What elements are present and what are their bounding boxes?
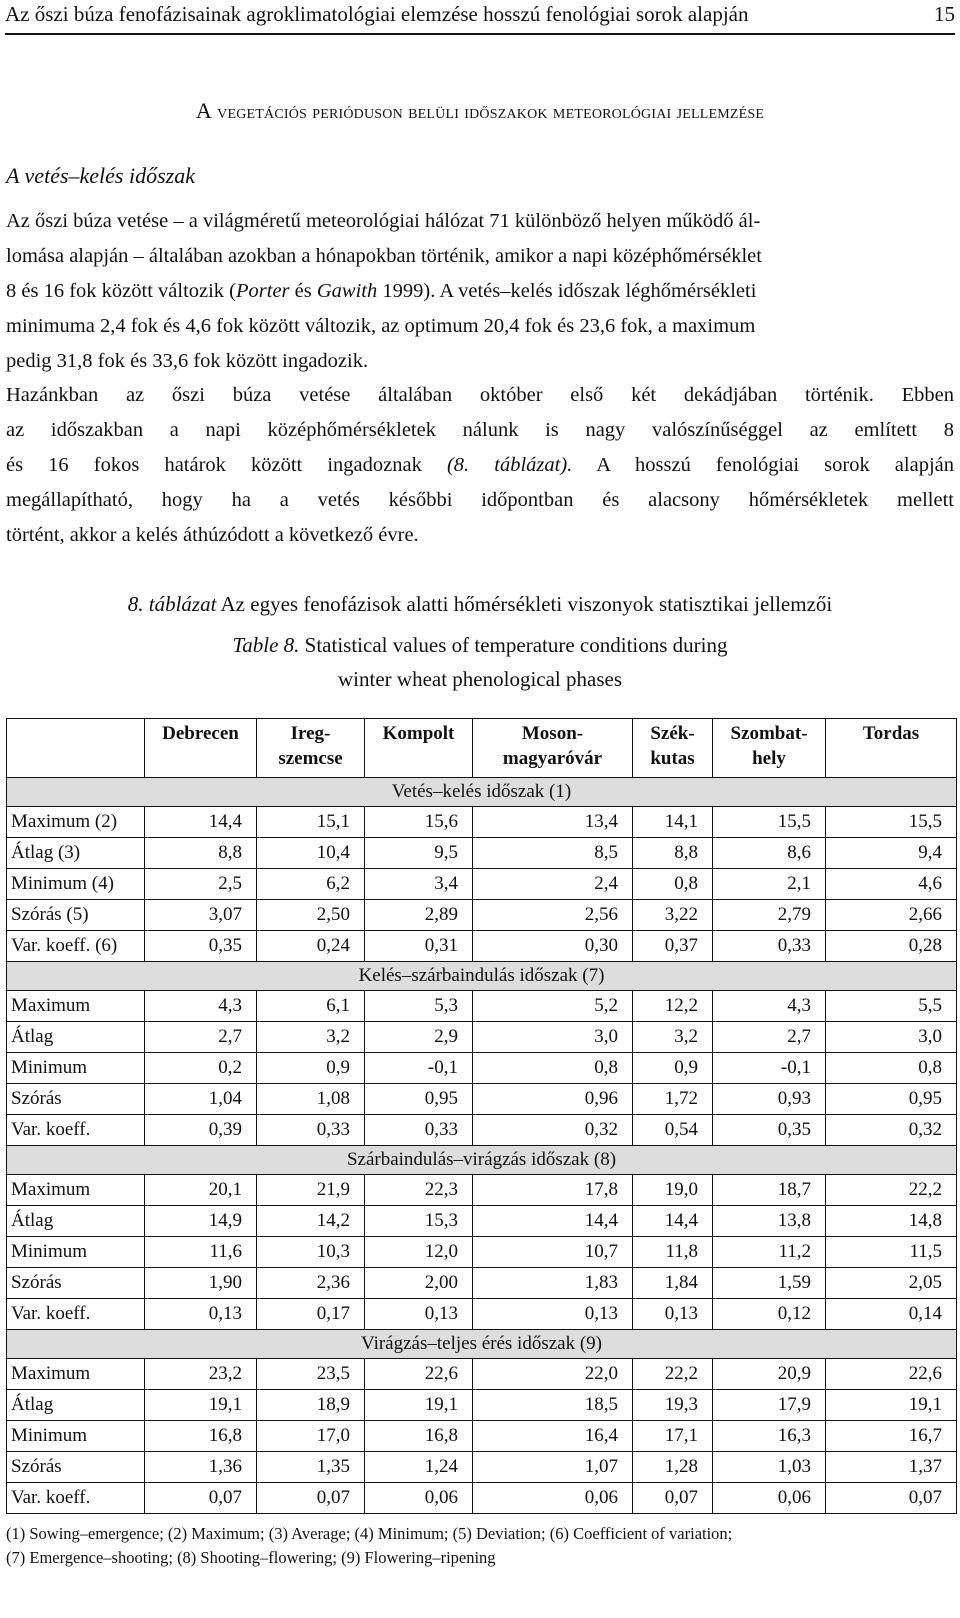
table-row-label: Minimum (4) xyxy=(7,869,145,900)
table-cell: 12,2 xyxy=(633,991,713,1022)
table-cell: 5,5 xyxy=(826,991,957,1022)
table-cell: 0,8 xyxy=(826,1053,957,1084)
table-cell: 3,0 xyxy=(826,1022,957,1053)
table-row xyxy=(7,1299,957,1330)
table-cell: 0,33 xyxy=(365,1115,473,1146)
p2-l3-b: A hosszú fenológiai sorok alapján xyxy=(572,454,954,476)
table-cell: 10,7 xyxy=(473,1237,633,1268)
table-cell: 15,1 xyxy=(257,807,365,838)
table-cell: 0,14 xyxy=(826,1299,957,1330)
table-cell: 8,6 xyxy=(713,838,826,869)
table-cell: 19,0 xyxy=(633,1175,713,1206)
table-cell: 0,07 xyxy=(826,1483,957,1514)
table-cell: 0,07 xyxy=(257,1483,365,1514)
table-cell: 0,2 xyxy=(145,1053,257,1084)
table-cell: 2,56 xyxy=(473,900,633,931)
table-cell: 20,9 xyxy=(713,1359,826,1390)
citation-author-gawith: Gawith xyxy=(316,280,378,302)
table-cell: 0,33 xyxy=(257,1115,365,1146)
table-row-label: Minimum xyxy=(7,1237,145,1268)
table-section-row xyxy=(7,962,957,991)
table-cell: 8,8 xyxy=(145,838,257,869)
table-cell: 17,9 xyxy=(713,1390,826,1421)
table-cell: 8,8 xyxy=(633,838,713,869)
table-row-label: Minimum xyxy=(7,1053,145,1084)
table-cell: 0,8 xyxy=(473,1053,633,1084)
table-cell: 0,06 xyxy=(473,1483,633,1514)
table-cell: 11,2 xyxy=(713,1237,826,1268)
table-cell: 16,4 xyxy=(473,1421,633,1452)
table-column-header xyxy=(365,719,473,778)
table-cell: 0,24 xyxy=(257,931,365,962)
table-cell: 4,3 xyxy=(145,991,257,1022)
table-cell: 0,95 xyxy=(365,1084,473,1115)
paragraph-1-line-1: Az őszi búza vetése – a világméretű meteorológiai hálózat 71 különböző helyen működő ál- xyxy=(6,210,761,232)
table-column-header-line-1: Debrecen xyxy=(162,723,239,744)
table-cell: 1,37 xyxy=(826,1452,957,1483)
table-column-header-line-2: kutas xyxy=(650,748,695,769)
table-cell: 2,5 xyxy=(145,869,257,900)
table-cell: 9,5 xyxy=(365,838,473,869)
table-cell: 16,3 xyxy=(713,1421,826,1452)
table-row xyxy=(7,1175,957,1206)
table-caption-english-line-2: winter wheat phenological phases xyxy=(338,667,622,691)
table-cell: 22,2 xyxy=(826,1175,957,1206)
section-heading-initial: A xyxy=(195,98,212,123)
table-cell: 14,8 xyxy=(826,1206,957,1237)
table-cell: 22,6 xyxy=(365,1359,473,1390)
table-cell: 1,83 xyxy=(473,1268,633,1299)
table-row-label: Maximum xyxy=(7,1359,145,1390)
subheading: A vetés–kelés időszak xyxy=(6,163,195,188)
table-header-corner xyxy=(7,719,145,778)
table-cell: 22,6 xyxy=(826,1359,957,1390)
table-cell: 14,2 xyxy=(257,1206,365,1237)
p1-l3-c: 1999). A vetés–kelés időszak léghőmérsékleti xyxy=(377,280,757,302)
table-row xyxy=(7,1483,957,1514)
table-cell: 1,84 xyxy=(633,1268,713,1299)
running-header xyxy=(5,0,955,35)
table-cell: 0,13 xyxy=(473,1299,633,1330)
table-cell: 0,13 xyxy=(145,1299,257,1330)
table-cell: 17,1 xyxy=(633,1421,713,1452)
table-column-header-line-1: Kompolt xyxy=(382,723,455,744)
table-cell: 1,24 xyxy=(365,1452,473,1483)
table-footnote xyxy=(6,1522,956,1570)
table-row xyxy=(7,931,957,962)
paragraph-2-line-4: megállapítható, hogy ha a vetés későbbi időpontban és alacsony hőmérsékletek mellett xyxy=(6,489,954,511)
table-column-header xyxy=(145,719,257,778)
table-cell: 13,4 xyxy=(473,807,633,838)
table-column-header xyxy=(826,719,957,778)
table-cell: 6,1 xyxy=(257,991,365,1022)
table-row-label: Szórás xyxy=(7,1084,145,1115)
table-row xyxy=(7,1053,957,1084)
paragraph-2-line-3 xyxy=(6,448,954,483)
table-cell: 0,35 xyxy=(713,1115,826,1146)
table-cell: 14,9 xyxy=(145,1206,257,1237)
table-cell: 0,13 xyxy=(365,1299,473,1330)
table-row-label: Maximum (2) xyxy=(7,807,145,838)
table-row xyxy=(7,869,957,900)
table-cell: 0,17 xyxy=(257,1299,365,1330)
table-cell: 0,12 xyxy=(713,1299,826,1330)
table-cell: 6,2 xyxy=(257,869,365,900)
table-cell: 0,96 xyxy=(473,1084,633,1115)
table-cell: 1,59 xyxy=(713,1268,826,1299)
table-cell: 13,8 xyxy=(713,1206,826,1237)
paragraph-2-line-2: az időszakban a napi középhőmérsékletek nálunk is nagy valószínűséggel az említett 8 xyxy=(6,419,954,441)
table-cell: 0,33 xyxy=(713,931,826,962)
table-column-header xyxy=(257,719,365,778)
table-section-row xyxy=(7,1330,957,1359)
table-column-header-line-2: szemcse xyxy=(278,748,343,769)
table-cell: 22,3 xyxy=(365,1175,473,1206)
table-caption-hungarian-text: Az egyes fenofázisok alatti hőmérsékleti viszonyok statisztikai jellemzői xyxy=(216,592,833,616)
section-heading xyxy=(0,98,960,125)
table-row-label: Maximum xyxy=(7,991,145,1022)
table-cell: 15,5 xyxy=(826,807,957,838)
table-column-header-line-1: Moson- xyxy=(521,723,584,744)
table-cell: 18,7 xyxy=(713,1175,826,1206)
table-cell: 21,9 xyxy=(257,1175,365,1206)
table-cell: 10,4 xyxy=(257,838,365,869)
table-row xyxy=(7,1022,957,1053)
table-cell: 2,9 xyxy=(365,1022,473,1053)
table-cell: 23,5 xyxy=(257,1359,365,1390)
table-cell: 11,8 xyxy=(633,1237,713,1268)
table-row-label: Átlag xyxy=(7,1022,145,1053)
paragraph-1-line-3 xyxy=(6,274,954,309)
table-column-header-line-1: Tordas xyxy=(862,723,920,744)
table-cell: 1,03 xyxy=(713,1452,826,1483)
p1-l3-b: és xyxy=(289,280,317,302)
table-cell: 0,06 xyxy=(365,1483,473,1514)
paragraph-1 xyxy=(6,204,954,379)
table-column-header xyxy=(473,719,633,778)
table-cell: 2,36 xyxy=(257,1268,365,1299)
table-cell: 2,4 xyxy=(473,869,633,900)
paragraph-2 xyxy=(6,378,954,553)
table-section-row xyxy=(7,1146,957,1175)
table-row-label: Minimum xyxy=(7,1421,145,1452)
citation-author-porter: Porter xyxy=(236,280,290,302)
table-cell: 1,72 xyxy=(633,1084,713,1115)
table-section-title: Kelés–szárbaindulás időszak (7) xyxy=(7,962,957,991)
table-cell: 1,04 xyxy=(145,1084,257,1115)
table-row xyxy=(7,1390,957,1421)
table-cell: 18,5 xyxy=(473,1390,633,1421)
table-cell: 15,6 xyxy=(365,807,473,838)
table-row xyxy=(7,1359,957,1390)
table-row-label: Var. koeff. (6) xyxy=(7,931,145,962)
table-cell: 19,3 xyxy=(633,1390,713,1421)
table-caption-hungarian-label: 8. táblázat xyxy=(127,592,217,616)
table-cell: 1,07 xyxy=(473,1452,633,1483)
table-cell: 0,07 xyxy=(145,1483,257,1514)
table-cell: 17,8 xyxy=(473,1175,633,1206)
table-column-header-line-2: magyaróvár xyxy=(502,748,603,769)
table-row xyxy=(7,838,957,869)
paragraph-1-line-4: minimuma 2,4 fok és 4,6 fok között változik, az optimum 20,4 fok és 23,6 fok, a maximum xyxy=(6,315,756,337)
table-row xyxy=(7,1084,957,1115)
table-cell: 23,2 xyxy=(145,1359,257,1390)
table-cell: 0,35 xyxy=(145,931,257,962)
table-cell: 18,9 xyxy=(257,1390,365,1421)
table-cell: 8,5 xyxy=(473,838,633,869)
table-cell: 5,3 xyxy=(365,991,473,1022)
table-column-header-line-1: Szék- xyxy=(650,723,695,744)
table-cell: 3,2 xyxy=(257,1022,365,1053)
table-cell: -0,1 xyxy=(713,1053,826,1084)
paragraph-1-line-2: lomása alapján – általában azokban a hónapokban történik, amikor a napi középhőmérséklet xyxy=(6,245,762,267)
table-caption-english xyxy=(0,628,960,696)
table-cell: 0,8 xyxy=(633,869,713,900)
table-row-label: Átlag xyxy=(7,1390,145,1421)
table-cell: 0,9 xyxy=(633,1053,713,1084)
table-row xyxy=(7,991,957,1022)
table-row xyxy=(7,1452,957,1483)
table-cell: 2,05 xyxy=(826,1268,957,1299)
table-section-title: Szárbaindulás–virágzás időszak (8) xyxy=(7,1146,957,1175)
table-cell: 0,39 xyxy=(145,1115,257,1146)
table-cell: 3,2 xyxy=(633,1022,713,1053)
table-cell: 2,66 xyxy=(826,900,957,931)
table-cell: 19,1 xyxy=(365,1390,473,1421)
table-cell: 0,54 xyxy=(633,1115,713,1146)
table-column-header xyxy=(713,719,826,778)
table-row-label: Szórás xyxy=(7,1452,145,1483)
table-cell: 1,08 xyxy=(257,1084,365,1115)
table-cell: 0,31 xyxy=(365,931,473,962)
table-cell: 0,37 xyxy=(633,931,713,962)
table-cell: 1,36 xyxy=(145,1452,257,1483)
table-row xyxy=(7,900,957,931)
table-cell: 3,07 xyxy=(145,900,257,931)
paragraph-2-line-5: történt, akkor a kelés áthúzódott a következő évre. xyxy=(6,524,419,546)
table-cell: 16,8 xyxy=(145,1421,257,1452)
table-caption-hungarian xyxy=(0,590,960,618)
table-header-row xyxy=(7,719,957,778)
table-footnote-line-1: (1) Sowing–emergence; (2) Maximum; (3) Average; (4) Minimum; (5) Deviation; (6) Coefficient of variation; xyxy=(6,1524,733,1543)
table-cell: 4,3 xyxy=(713,991,826,1022)
table-cell: 2,79 xyxy=(713,900,826,931)
running-header-title: Az őszi búza fenofázisainak agroklimatológiai elemzése hosszú fenológiai sorok alapján xyxy=(5,2,749,26)
table-column-header-line-1: Szombat- xyxy=(730,723,808,744)
table-cell: 20,1 xyxy=(145,1175,257,1206)
table-cell: 16,8 xyxy=(365,1421,473,1452)
table-cell: 15,5 xyxy=(713,807,826,838)
table-row xyxy=(7,1237,957,1268)
table-row xyxy=(7,1268,957,1299)
table-cell: 1,28 xyxy=(633,1452,713,1483)
table-cell: 19,1 xyxy=(826,1390,957,1421)
table-cell: 0,93 xyxy=(713,1084,826,1115)
table-caption-english-label: Table 8. xyxy=(232,633,300,657)
table-column-header-line-2: hely xyxy=(752,748,786,769)
table-row-label: Var. koeff. xyxy=(7,1483,145,1514)
table-row-label: Átlag xyxy=(7,1206,145,1237)
table-cell: 2,7 xyxy=(145,1022,257,1053)
table-cell: 2,1 xyxy=(713,869,826,900)
table-cell: 2,89 xyxy=(365,900,473,931)
table-cell: 1,90 xyxy=(145,1268,257,1299)
table-cell: -0,1 xyxy=(365,1053,473,1084)
table-section-title: Vetés–kelés időszak (1) xyxy=(7,778,957,807)
table-cell: 2,00 xyxy=(365,1268,473,1299)
table-cell: 15,3 xyxy=(365,1206,473,1237)
table-cell: 2,7 xyxy=(713,1022,826,1053)
table-cell: 3,0 xyxy=(473,1022,633,1053)
table-cell: 0,28 xyxy=(826,931,957,962)
table-reference: (8. táblázat). xyxy=(446,454,573,476)
table-row-label: Var. koeff. xyxy=(7,1115,145,1146)
table-column-header xyxy=(633,719,713,778)
table-row-label: Átlag (3) xyxy=(7,838,145,869)
p1-l3-a: 8 és 16 fok között változik ( xyxy=(6,280,237,302)
table-cell: 1,35 xyxy=(257,1452,365,1483)
table-cell: 12,0 xyxy=(365,1237,473,1268)
table-row xyxy=(7,1206,957,1237)
table-section-title: Virágzás–teljes érés időszak (9) xyxy=(7,1330,957,1359)
page-number: 15 xyxy=(934,2,955,26)
table-row xyxy=(7,1115,957,1146)
table-cell: 5,2 xyxy=(473,991,633,1022)
table-cell: 19,1 xyxy=(145,1390,257,1421)
table-cell: 10,3 xyxy=(257,1237,365,1268)
table-cell: 0,30 xyxy=(473,931,633,962)
table-row-label: Var. koeff. xyxy=(7,1299,145,1330)
table-cell: 0,13 xyxy=(633,1299,713,1330)
table-cell: 0,07 xyxy=(633,1483,713,1514)
temperature-statistics-table xyxy=(6,718,957,1514)
paragraph-1-line-5: pedig 31,8 fok és 33,6 fok között ingadozik. xyxy=(6,350,369,372)
paragraph-2-line-1: Hazánkban az őszi búza vetése általában október első két dekádjában történik. Ebben xyxy=(6,384,954,406)
table-cell: 17,0 xyxy=(257,1421,365,1452)
table-cell: 0,32 xyxy=(826,1115,957,1146)
table-row xyxy=(7,807,957,838)
table-cell: 14,4 xyxy=(633,1206,713,1237)
table-cell: 14,4 xyxy=(145,807,257,838)
p2-l3-a: és 16 fokos határok között ingadoznak xyxy=(6,454,447,476)
table-cell: 2,50 xyxy=(257,900,365,931)
table-cell: 3,4 xyxy=(365,869,473,900)
table-caption-english-line-1: Statistical values of temperature conditions during xyxy=(299,633,728,657)
table-cell: 14,4 xyxy=(473,1206,633,1237)
table-row xyxy=(7,1421,957,1452)
table-cell: 11,6 xyxy=(145,1237,257,1268)
table-cell: 4,6 xyxy=(826,869,957,900)
table-cell: 0,32 xyxy=(473,1115,633,1146)
table-cell: 0,06 xyxy=(713,1483,826,1514)
table-footnote-line-2: (7) Emergence–shooting; (8) Shooting–flowering; (9) Flowering–ripening xyxy=(6,1548,496,1567)
table-cell: 22,0 xyxy=(473,1359,633,1390)
table-cell: 11,5 xyxy=(826,1237,957,1268)
table-section-row xyxy=(7,778,957,807)
table-cell: 14,1 xyxy=(633,807,713,838)
table-row-label: Maximum xyxy=(7,1175,145,1206)
table-cell: 9,4 xyxy=(826,838,957,869)
table-row-label: Szórás xyxy=(7,1268,145,1299)
table-column-header-line-1: Ireg- xyxy=(290,723,331,744)
table-cell: 22,2 xyxy=(633,1359,713,1390)
table-cell: 3,22 xyxy=(633,900,713,931)
table-cell: 0,9 xyxy=(257,1053,365,1084)
table-cell: 0,95 xyxy=(826,1084,957,1115)
table-cell: 16,7 xyxy=(826,1421,957,1452)
section-heading-text: vegetációs perióduson belüli időszakok meteorológiai jellemzése xyxy=(217,101,765,123)
table-row-label: Szórás (5) xyxy=(7,900,145,931)
